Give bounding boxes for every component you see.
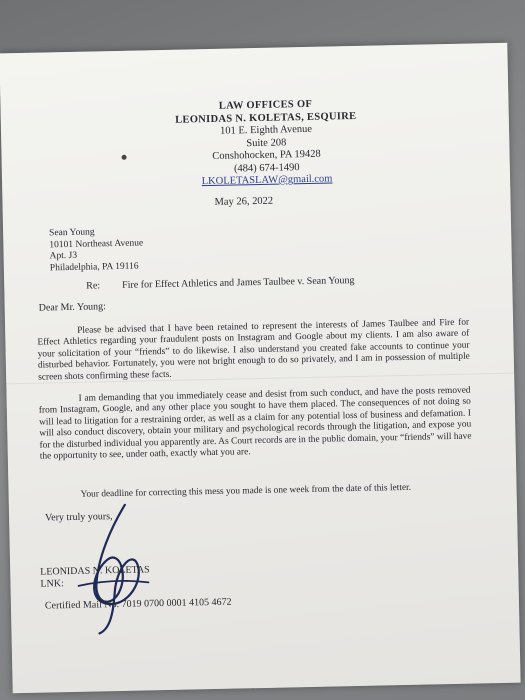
firm-street: 101 E. Eighth Avenue: [219, 123, 313, 137]
firm-city: Conshohocken, PA 19428: [212, 148, 321, 162]
re-subject: Fire for Effect Athletics and James Taulbee v. Sean Young: [122, 275, 355, 291]
closing: Very truly yours,: [44, 511, 113, 524]
signature-block: [40, 564, 150, 590]
recipient-city: Philadelphia, PA 19116: [49, 261, 139, 273]
body-paragraph-3: Your deadline for correcting this mess you made is one week from the date of this letter.: [80, 482, 412, 500]
letter-page: [0, 43, 521, 693]
signer-name: LEONIDAS N. KOLETAS: [40, 564, 150, 578]
certified-mail-number: Certified Mail No. 7019 0700 0001 4105 4672: [44, 596, 232, 612]
salutation: Dear Mr. Young:: [38, 301, 107, 314]
signer-initials: LNK:: [40, 578, 64, 590]
firm-phone: (484) 674-1490: [233, 161, 300, 174]
recipient-apt: Apt. J3: [49, 250, 78, 262]
letterhead: [150, 97, 382, 189]
re-label: Re:: [86, 280, 101, 292]
firm-suite: Suite 208: [246, 136, 287, 149]
attorney-heading: LEONIDAS N. KOLETAS, ESQUIRE: [175, 110, 357, 126]
letter-date: May 26, 2022: [214, 195, 274, 208]
recipient-address: [49, 226, 144, 274]
body-paragraph-1: Please be advised that I have been retained to represent the interests of James Taulbee and Fire for Effect Athletics regarding your fraudulent posts on Instagram and Google about my clients. I am also aware of your solicitation of your “friends” to do likewise. I also understand you created fake accounts to continue your disturbed behavior. Fortunately, you were not bright enough to do so privately, and I am in possession of multiple screen shots confirming these facts.: [37, 317, 470, 383]
firm-email: LKOLETASLAW@gmail.com: [201, 173, 333, 188]
re-line: [86, 275, 354, 292]
recipient-street: 10101 Northeast Avenue: [49, 237, 144, 250]
ink-spot: [122, 155, 127, 160]
recipient-name: Sean Young: [49, 227, 95, 239]
body-paragraph-2: I am demanding that you immediately cease and desist from such conduct, and have the posts removed from Instagram, Google, and any other place you sought to have them placed. The consequences of not doing so will lead to litigation for a restraining order, as well as a claim for any potential loss of business and defamation. I will also conduct discovery, obtain your military and psychological records through the litigation, and expose you for the disturbed individual you apparently are. As Court records are in the public domain, your “friends” will have the opportunity to see, under oath, exactly what you are.: [38, 385, 472, 462]
firm-heading: LAW OFFICES OF: [218, 98, 313, 112]
